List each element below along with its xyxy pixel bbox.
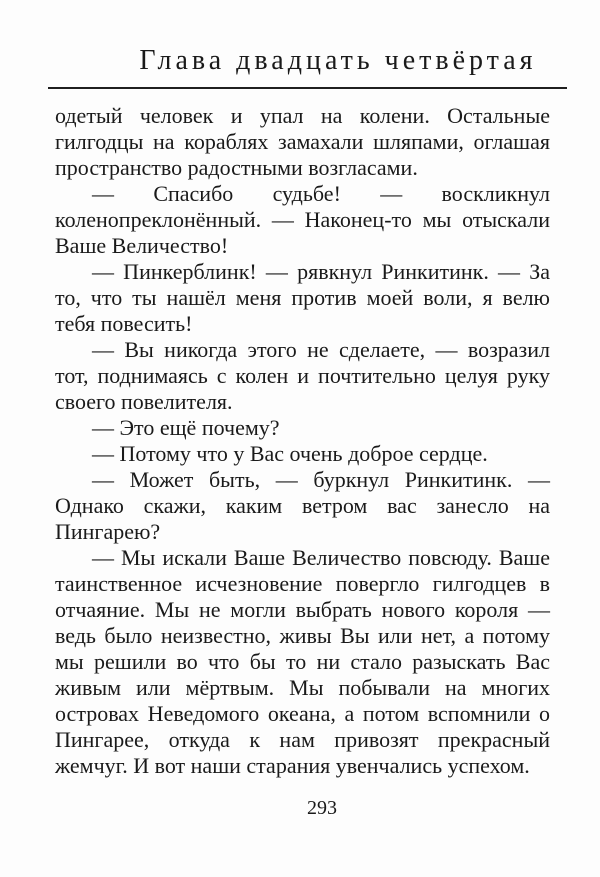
paragraph: — Это ещё почему? (92, 415, 280, 440)
header-rule (48, 87, 567, 89)
page-footer (44, 796, 600, 820)
paragraph: — Мы искали Ваше Величество повсюду. Ваше таинственное исчезновение повергло гилгодцев в отчаяние. Мы не могли выбрать нового короля — ведь было неизвестно, живы Вы или нет, а потому мы решили во что бы то ни стало разыскать Вас живым или мёртвым. Мы побывали на многих островах Неведомого океана, а потом вспомнили о Пингарее, откуда к нам привозят прекрасный жемчуг. И вот наши старания увенчались успехом. (55, 545, 550, 778)
page-number: 293 (307, 797, 337, 819)
paragraph: — Вы никогда этого не сделаете, — возразил тот, поднимаясь с колен и почтительно целуя руку своего повелителя. (55, 337, 550, 414)
paragraph: одетый человек и упал на колени. Остальные гилгодцы на кораблях замахали шляпами, оглашая пространство радостными возгласами. (55, 103, 550, 180)
paragraph: — Спасибо судьбе! — воскликнул коленопреклонённый. — Наконец-то мы отыскали Ваше Величество! (55, 181, 550, 258)
page-body (55, 103, 550, 779)
paragraph: — Пинкерблинк! — рявкнул Ринкитинк. — За то, что ты нашёл меня против моей воли, я велю тебя повесить! (55, 259, 550, 336)
chapter-title: Глава двадцать четвёртая (139, 45, 537, 76)
paragraph: — Может быть, — буркнул Ринкитинк. — Однако скажи, каким ветром вас занесло на Пингарею? (55, 467, 550, 544)
paragraph: — Потому что у Вас очень доброе сердце. (92, 441, 488, 466)
